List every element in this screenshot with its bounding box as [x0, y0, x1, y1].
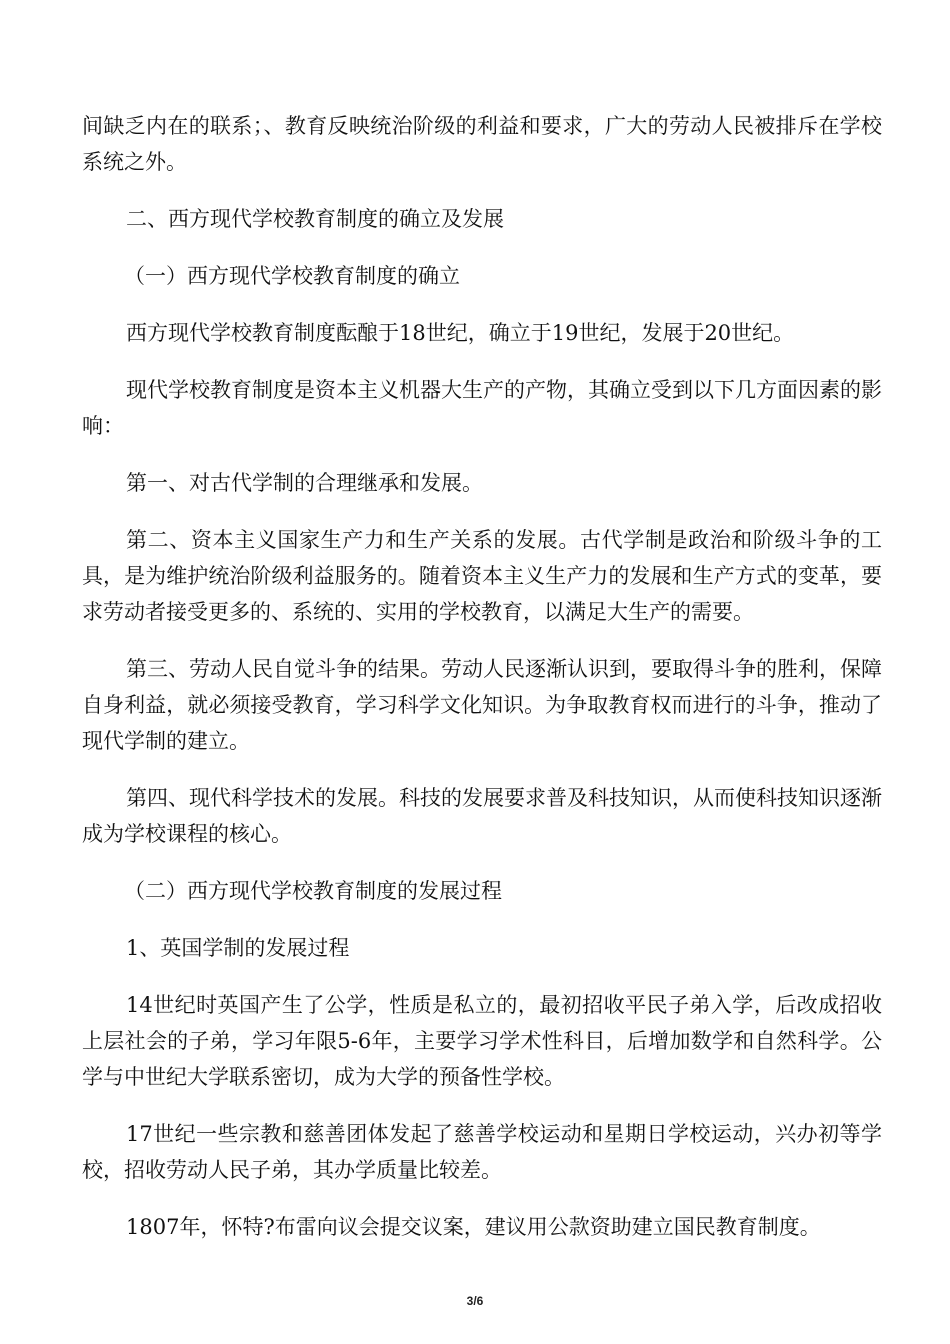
subsubsection-heading: 1、英国学制的发展过程	[126, 936, 350, 960]
subsection-heading: （一）西方现代学校教育制度的确立	[124, 264, 460, 288]
paragraph: 西方现代学校教育制度酝酿于18世纪，确立于19世纪，发展于20世纪。	[126, 321, 795, 345]
paragraph: 现代学校教育制度是资本主义机器大生产的产物，其确立受到以下几方面因素的影响：	[82, 378, 882, 438]
paragraph: 17世纪一些宗教和慈善团体发起了慈善学校运动和星期日学校运动，兴办初等学校，招收劳动人民子弟，其办学质量比较差。	[82, 1122, 882, 1182]
paragraph: 1807年，怀特?布雷向议会提交议案，建议用公款资助建立国民教育制度。	[126, 1215, 821, 1239]
list-item: 第一、对古代学制的合理继承和发展。	[126, 471, 483, 495]
list-item: 第四、现代科学技术的发展。科技的发展要求普及科技知识，从而使科技知识逐渐成为学校课程的核心。	[82, 786, 882, 846]
list-item: 第三、劳动人民自觉斗争的结果。劳动人民逐渐认识到，要取得斗争的胜利，保障自身利益，就必须接受教育，学习科学文化知识。为争取教育权而进行的斗争，推动了现代学制的建立。	[82, 657, 882, 753]
section-heading: 二、西方现代学校教育制度的确立及发展	[126, 207, 504, 231]
page-number: 3/6	[466, 1294, 484, 1308]
paragraph-continuation: 间缺乏内在的联系；、教育反映统治阶级的利益和要求，广大的劳动人民被排斥在学校系统之外。	[82, 114, 882, 174]
paragraph: 14世纪时英国产生了公学，性质是私立的，最初招收平民子弟入学，后改成招收上层社会的子弟，学习年限5-6年，主要学习学术性科目，后增加数学和自然科学。公学与中世纪大学联系密切，成为大学的预备性学校。	[82, 993, 882, 1089]
list-item: 第二、资本主义国家生产力和生产关系的发展。古代学制是政治和阶级斗争的工具，是为维护统治阶级利益服务的。随着资本主义生产力的发展和生产方式的变革，要求劳动者接受更多的、系统的、实用的学校教育，以满足大生产的需要。	[82, 528, 882, 624]
subsection-heading: （二）西方现代学校教育制度的发展过程	[124, 879, 502, 903]
document-body	[82, 108, 882, 1266]
